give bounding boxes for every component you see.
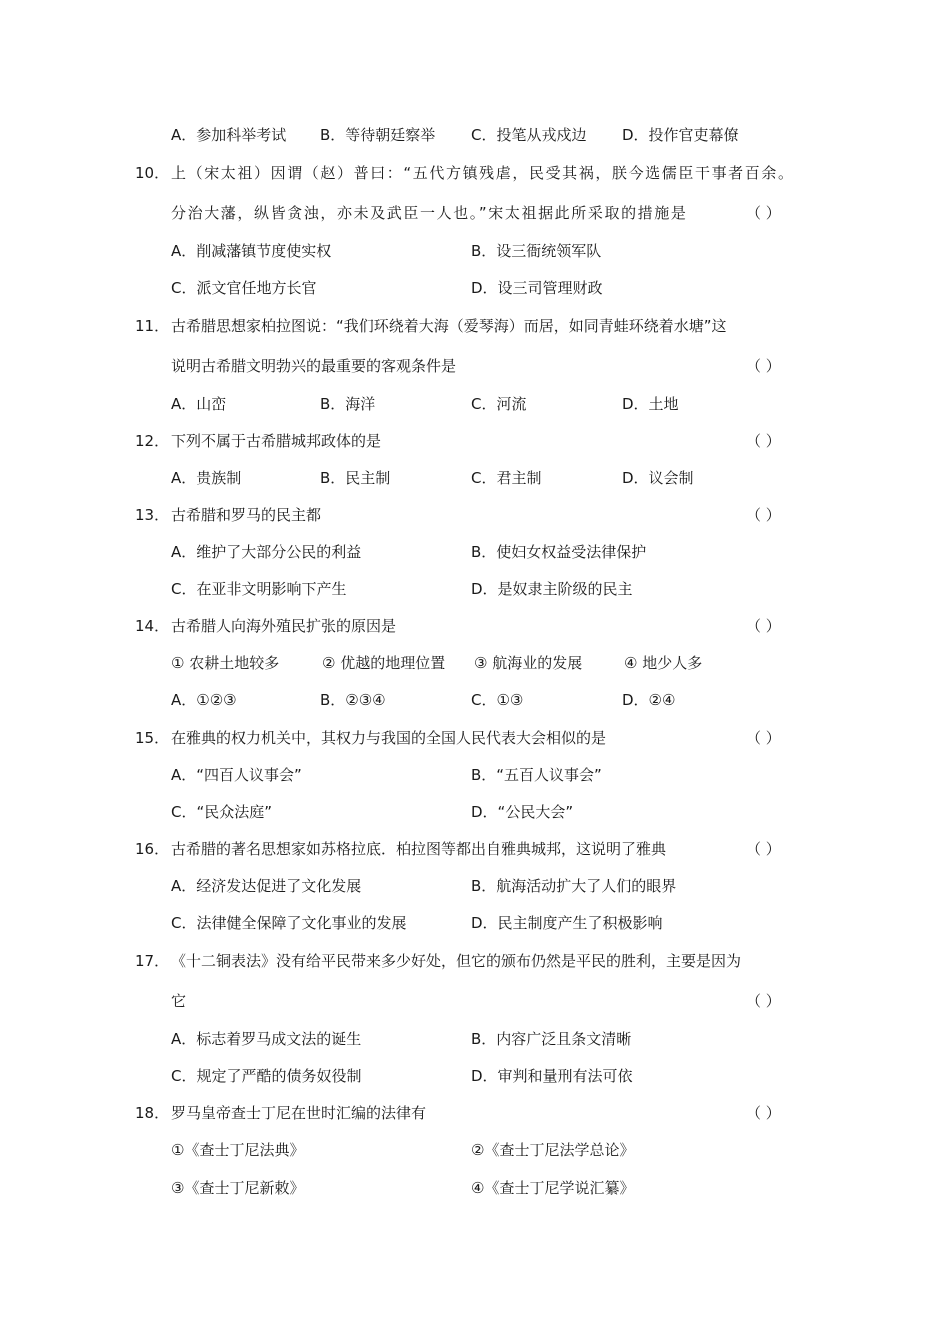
q15-number: 15． (135, 729, 170, 747)
q12-option-d: D．议会制 (622, 469, 694, 487)
q15-option-d: D．“公民大会” (471, 803, 574, 821)
q13-option-d: D．是奴隶主阶级的民主 (471, 580, 633, 598)
q16-option-d: D．民主制度产生了积极影响 (471, 914, 663, 932)
q14-option-b: B．②③④ (320, 691, 386, 709)
q16-number: 16． (135, 840, 170, 858)
q14-stem: 古希腊人向海外殖民扩张的原因是 (171, 617, 397, 635)
q11-stem-line2: 说明古希腊文明勃兴的最重要的客观条件是 (171, 357, 457, 375)
q14-option-c: C．①③ (471, 691, 524, 709)
q9-option-a: A．参加科举考试 (171, 126, 287, 144)
q15-answer-bracket: （ ） (746, 729, 781, 747)
q11-option-a: A．山峦 (171, 395, 227, 413)
q9-option-c: C．投笔从戎戍边 (471, 126, 587, 144)
q15-option-c: C．“民众法庭” (171, 803, 273, 821)
q10-option-a: A．削减藩镇节度使实权 (171, 242, 332, 260)
q17-option-a: A．标志着罗马成文法的诞生 (171, 1030, 362, 1048)
q12-number: 12． (135, 432, 170, 450)
q15-option-b: B．“五百人议事会” (471, 766, 602, 784)
q11-option-b: B．海洋 (320, 395, 376, 413)
q13-option-a: A．维护了大部分公民的利益 (171, 543, 362, 561)
q10-number: 10． (135, 164, 170, 182)
q14-item-4: ④ 地少人多 (624, 654, 703, 672)
q12-option-b: B．民主制 (320, 469, 391, 487)
q18-answer-bracket: （ ） (746, 1104, 781, 1122)
q10-option-b: B．设三衙统领军队 (471, 242, 602, 260)
q17-option-c: C．规定了严酷的债务奴役制 (171, 1067, 362, 1085)
q15-option-a: A．“四百人议事会” (171, 766, 302, 784)
q17-stem-line1: 《十二铜表法》没有给平民带来多少好处，但它的颁布仍然是平民的胜利，主要是因为 (171, 952, 742, 970)
q11-stem-line1: 古希腊思想家柏拉图说：“我们环绕着大海（爱琴海）而居，如同青蛙环绕着水塘”这 (171, 317, 727, 335)
q13-option-c: C．在亚非文明影响下产生 (171, 580, 347, 598)
q11-number: 11． (135, 317, 170, 335)
q9-option-b: B．等待朝廷察举 (320, 126, 436, 144)
q10-option-d: D．设三司管理财政 (471, 279, 603, 297)
q18-stem: 罗马皇帝查士丁尼在世时汇编的法律有 (171, 1104, 427, 1122)
q14-item-2: ② 优越的地理位置 (322, 654, 446, 672)
q17-option-b: B．内容广泛且条文清晰 (471, 1030, 632, 1048)
q9-option-d: D．投作官吏幕僚 (622, 126, 739, 144)
q12-option-c: C．君主制 (471, 469, 542, 487)
q13-option-b: B．使妇女权益受法律保护 (471, 543, 647, 561)
q18-item-4: ④《查士丁尼学说汇纂》 (471, 1179, 635, 1197)
q13-stem: 古希腊和罗马的民主都 (171, 506, 322, 524)
q14-number: 14． (135, 617, 170, 635)
q10-answer-bracket: （ ） (746, 204, 781, 222)
q15-stem: 在雅典的权力机关中，其权力与我国的全国人民代表大会相似的是 (171, 729, 607, 747)
q17-answer-bracket: （ ） (746, 992, 781, 1010)
q11-option-c: C．河流 (471, 395, 527, 413)
q14-item-1: ① 农耕土地较多 (171, 654, 280, 672)
q16-option-b: B．航海活动扩大了人们的眼界 (471, 877, 677, 895)
q12-stem: 下列不属于古希腊城邦政体的是 (171, 432, 382, 450)
q14-answer-bracket: （ ） (746, 617, 781, 635)
q18-item-2: ②《查士丁尼法学总论》 (471, 1141, 635, 1159)
q18-number: 18． (135, 1104, 170, 1122)
q11-option-d: D．土地 (622, 395, 679, 413)
q16-answer-bracket: （ ） (746, 840, 781, 858)
q14-option-d: D．②④ (622, 691, 676, 709)
q10-option-c: C．派文官任地方长官 (171, 279, 317, 297)
q17-stem-line2: 它 (171, 992, 187, 1010)
q14-option-a: A．①②③ (171, 691, 237, 709)
q11-answer-bracket: （ ） (746, 357, 781, 375)
q18-item-1: ①《查士丁尼法典》 (171, 1141, 305, 1159)
q13-number: 13． (135, 506, 170, 524)
q16-stem: 古希腊的著名思想家如苏格拉底．柏拉图等都出自雅典城邦，这说明了雅典 (171, 840, 667, 858)
q12-answer-bracket: （ ） (746, 432, 781, 450)
q16-option-a: A．经济发达促进了文化发展 (171, 877, 362, 895)
q12-option-a: A．贵族制 (171, 469, 242, 487)
q10-stem-line2: 分治大藩，纵皆贪浊，亦未及武臣一人也。”宋太祖据此所采取的措施是 (171, 204, 688, 222)
q17-option-d: D．审判和量刑有法可依 (471, 1067, 633, 1085)
q17-number: 17． (135, 952, 170, 970)
q10-stem-line1: 上（宋太祖）因谓（赵）普曰：“五代方镇残虐，民受其祸，朕今选儒臣干事者百余。 (171, 164, 795, 182)
q16-option-c: C．法律健全保障了文化事业的发展 (171, 914, 407, 932)
q13-answer-bracket: （ ） (746, 506, 781, 524)
q18-item-3: ③《查士丁尼新敕》 (171, 1179, 305, 1197)
q14-item-3: ③ 航海业的发展 (474, 654, 583, 672)
